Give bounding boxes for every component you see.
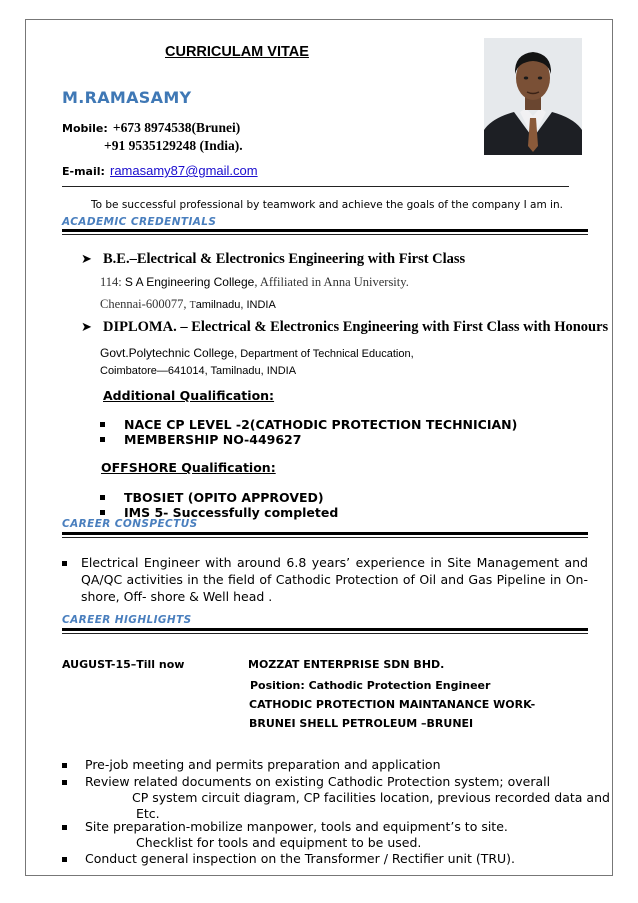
candidate-name: M.RAMASAMY bbox=[62, 88, 192, 107]
college-name: S A Engineering College bbox=[124, 275, 255, 289]
offshore-qualification-heading: OFFSHORE Qualification: bbox=[101, 460, 276, 475]
diploma-college-line bbox=[100, 342, 414, 361]
career-objective: To be successful professional by teamwork and achieve the goals of the company I am in. bbox=[91, 199, 563, 211]
college-prefix: 114: bbox=[100, 275, 125, 289]
college-department: , Department of Technical Education, bbox=[234, 348, 414, 360]
degree-title: DIPLOMA. – Electrical & Electronics Engineering with First Class with Honours bbox=[103, 319, 609, 335]
mobile-label: Mobile: bbox=[62, 122, 108, 135]
square-bullet-icon bbox=[62, 780, 67, 785]
section-rule-conspectus bbox=[62, 532, 588, 535]
profile-photo bbox=[484, 38, 582, 155]
section-heading-conspectus: CAREER CONSPECTUS bbox=[62, 518, 198, 530]
profile-photo-image bbox=[484, 38, 582, 155]
square-bullet-icon bbox=[100, 495, 105, 500]
duty-item-continued: Checklist for tools and equipment to be used. bbox=[136, 835, 422, 850]
degree-item-be bbox=[81, 248, 465, 268]
job-position: Position: Cathodic Protection Engineer bbox=[250, 679, 491, 692]
section-heading-highlights: CAREER HIGHLIGHTS bbox=[62, 614, 192, 626]
duty-item: Pre-job meeting and permits preparation and application bbox=[85, 757, 441, 772]
arrow-bullet-icon: ➤ bbox=[81, 252, 92, 267]
section-rule-academic bbox=[62, 229, 588, 232]
offshore-qualification-item: IMS 5- Successfully completed bbox=[124, 505, 339, 520]
location-rest: amilnadu, INDIA bbox=[195, 299, 276, 311]
section-rule-highlights bbox=[62, 628, 588, 631]
degree-location-line bbox=[100, 293, 276, 312]
email-label: E-mail: bbox=[62, 165, 105, 178]
additional-qualification-heading: Additional Qualification: bbox=[103, 388, 275, 403]
college-name: Govt.Polytechnic College bbox=[100, 346, 235, 360]
duty-item-continued: CP system circuit diagram, CP facilities location, previous recorded data and bbox=[132, 790, 610, 805]
duty-item: Conduct general inspection on the Transformer / Rectifier unit (TRU). bbox=[85, 851, 516, 866]
mobile-number-brunei: +673 8974538(Brunei) bbox=[112, 120, 241, 135]
college-affiliation: , Affiliated in Anna University. bbox=[254, 275, 409, 289]
square-bullet-icon bbox=[100, 422, 105, 427]
section-rule-highlights-thin bbox=[62, 633, 588, 634]
additional-qualification-item: MEMBERSHIP NO-449627 bbox=[124, 432, 302, 447]
degree-item-diploma bbox=[81, 316, 608, 336]
employment-period: AUGUST-15–Till now bbox=[62, 658, 185, 671]
square-bullet-icon bbox=[62, 561, 67, 566]
section-rule-conspectus-thin bbox=[62, 537, 588, 538]
square-bullet-icon bbox=[62, 825, 67, 830]
mobile-line-1 bbox=[62, 117, 240, 136]
email-link[interactable]: ramasamy87@gmail.com bbox=[110, 163, 258, 178]
client-name: BRUNEI SHELL PETROLEUM –BRUNEI bbox=[249, 717, 474, 730]
location-initial: T bbox=[189, 300, 196, 311]
square-bullet-icon bbox=[100, 437, 105, 442]
degree-title: B.E.–Electrical & Electronics Engineering with First Class bbox=[103, 251, 466, 267]
degree-college-line bbox=[100, 271, 409, 290]
section-heading-academic: ACADEMIC CREDENTIALS bbox=[62, 216, 217, 228]
section-rule-academic-thin bbox=[62, 234, 588, 235]
additional-qualification-item: NACE CP LEVEL -2(CATHODIC PROTECTION TECHNICIAN) bbox=[124, 417, 518, 432]
document-title: CURRICULAM VITAE bbox=[165, 44, 309, 60]
email-line bbox=[62, 160, 258, 179]
square-bullet-icon bbox=[100, 510, 105, 515]
project-name: CATHODIC PROTECTION MAINTANANCE WORK- bbox=[249, 698, 536, 711]
duty-item: Review related documents on existing Cathodic Protection system; overall bbox=[85, 774, 551, 789]
header-divider bbox=[62, 186, 569, 187]
duty-item: Site preparation-mobilize manpower, tools and equipment’s to site. bbox=[85, 819, 508, 834]
location-city: Chennai-600077, bbox=[100, 297, 190, 311]
offshore-qualification-item: TBOSIET (OPITO APPROVED) bbox=[124, 490, 324, 505]
mobile-number-india: +91 9535129248 (India). bbox=[104, 138, 243, 153]
square-bullet-icon bbox=[62, 857, 67, 862]
diploma-location-line: Coimbatore—641014, Tamilnadu, INDIA bbox=[100, 365, 297, 377]
employer-name: MOZZAT ENTERPRISE SDN BHD. bbox=[248, 658, 445, 671]
square-bullet-icon bbox=[62, 763, 67, 768]
career-summary: Electrical Engineer with around 6.8 years’ experience in Site Management and QA/QC activities in the field of Cathodic Protection of Oil and Gas Pipeline in On-shore, Off- shore & Well head . bbox=[81, 555, 588, 604]
arrow-bullet-icon: ➤ bbox=[81, 320, 92, 335]
duty-item-continued: Etc. bbox=[136, 806, 160, 821]
